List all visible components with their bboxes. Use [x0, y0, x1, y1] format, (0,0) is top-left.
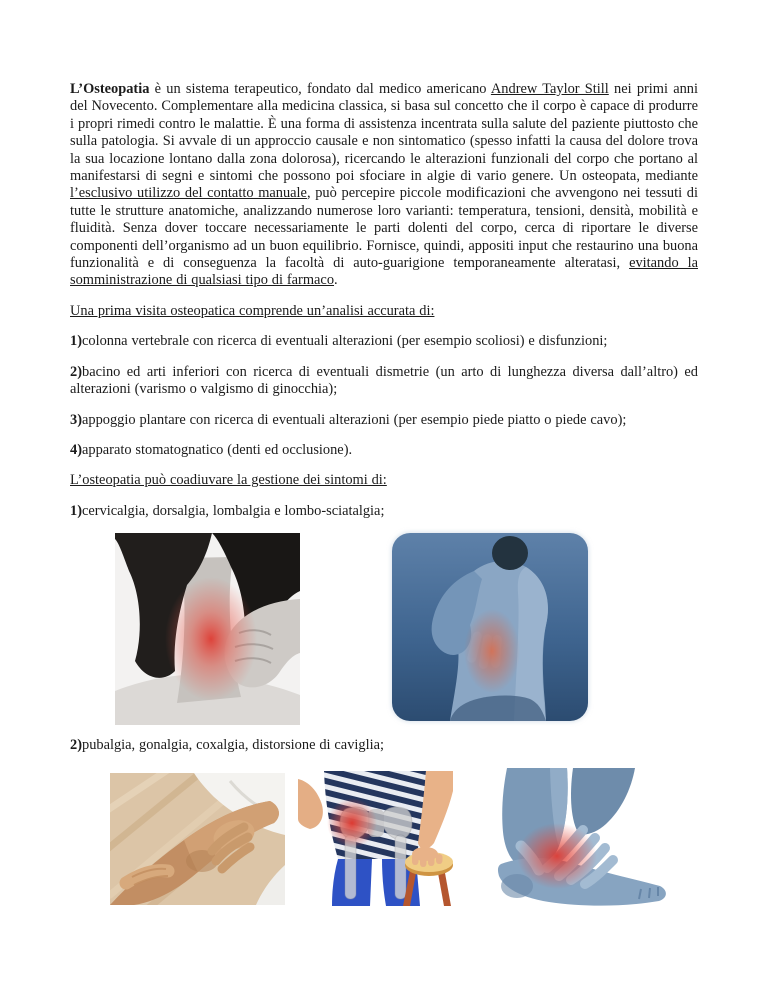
- text-segment-normal: è un sistema terapeutico, fondato dal medico americano: [149, 81, 491, 97]
- text-segment-normal: , può percepire piccole modificazioni che avvengono nei tessuti di tutte le strutture anatomiche, analizzando numerose loro varianti: temperatura, tensioni, densità, mobilità e fluidità. Senza dover toccare necessariamente le parti dolenti del corpo, cerca di riportare le diverse componenti dell’organismo ad un buon equilibrio. Fornisce, quindi, appositi input che restaurino una buona funzionalità e di conseguenza la facoltà di auto-guarigione temporaneamente alteratasi,: [70, 185, 699, 272]
- text-segment-underline: evitando la somministrazione di qualsiasi tipo di farmaco: [70, 255, 698, 289]
- back-pain-illustration: [392, 533, 588, 721]
- figure-row-1: [70, 533, 698, 725]
- visit-item-4: [70, 442, 698, 459]
- leg-massage-illustration: [110, 773, 285, 905]
- neck-pain-image: [115, 533, 300, 725]
- ankle-pain-illustration: [455, 768, 680, 908]
- item-text: apparato stomatognatico (denti ed occlusione).: [82, 441, 353, 458]
- visit-item-2: [70, 364, 698, 399]
- visit-item-1: [70, 333, 698, 350]
- item-text: appoggio plantare con ricerca di eventuali alterazioni (per esempio piede piatto o piede cavo);: [82, 411, 627, 428]
- leg-massage-image: [110, 773, 285, 905]
- text-segment-underline: Andrew Taylor Still: [490, 81, 609, 97]
- ankle-pain-image: [455, 768, 680, 908]
- text-segment-underline: l’esclusivo utilizzo del contatto manuale: [70, 185, 307, 202]
- text-segment-normal: .: [334, 272, 338, 289]
- back-pain-image: [392, 533, 588, 721]
- item-text: colonna vertebrale con ricerca di eventuali alterazioni (per esempio scoliosi) e disfunzioni;: [82, 333, 608, 350]
- item-number: 2): [70, 737, 82, 754]
- text-segment-bold: L’Osteopatia: [70, 81, 150, 97]
- neck-pain-illustration: [115, 533, 300, 725]
- visit-analysis-heading: Una prima visita osteopatica comprende un’analisi accurata di:: [70, 302, 435, 319]
- symptom-item-2: [70, 737, 698, 754]
- item-number: 2): [70, 363, 82, 380]
- symptoms-heading: L’osteopatia può coadiuvare la gestione dei sintomi di:: [70, 472, 387, 489]
- item-text: pubalgia, gonalgia, coxalgia, distorsione di caviglia;: [82, 737, 384, 754]
- text-segment-normal: nei primi anni del Novecento. Complementare alla medicina classica, si basa sul concetto che il corpo è capace di produrre i propri rimedi contro le malattie. È una forma di assistenza incentrata sulla salute del paziente piuttosto che sulla patologia. Si avvale di un approccio causale e non sintomatico (spesso infatti la causa del dolore trova la sua locazione lontano dalla zona dolorosa), ricercando le alterazioni funzionali del corpo che portano al manifestarsi di segni e sintomi che possono poi sfociare in algie di vario genere. Un osteopata, mediante: [70, 81, 698, 185]
- item-number: 1): [70, 502, 82, 519]
- visit-item-3: [70, 412, 698, 429]
- hip-pain-illustration: [298, 771, 453, 906]
- item-number: 1): [70, 333, 82, 350]
- symptom-item-1: [70, 503, 698, 520]
- hip-pain-image: [298, 771, 453, 906]
- figure-row-2: [70, 768, 698, 908]
- item-text: cervicalgia, dorsalgia, lombalgia e lombo-sciatalgia;: [82, 502, 385, 519]
- item-text: bacino ed arti inferiori con ricerca di eventuali dismetrie (un arto di lunghezza diversa dall’altro) ed alterazioni (varismo o valgismo di ginocchia);: [70, 363, 698, 398]
- item-number: 4): [70, 441, 82, 458]
- item-number: 3): [70, 411, 82, 428]
- intro-paragraph: [70, 81, 698, 290]
